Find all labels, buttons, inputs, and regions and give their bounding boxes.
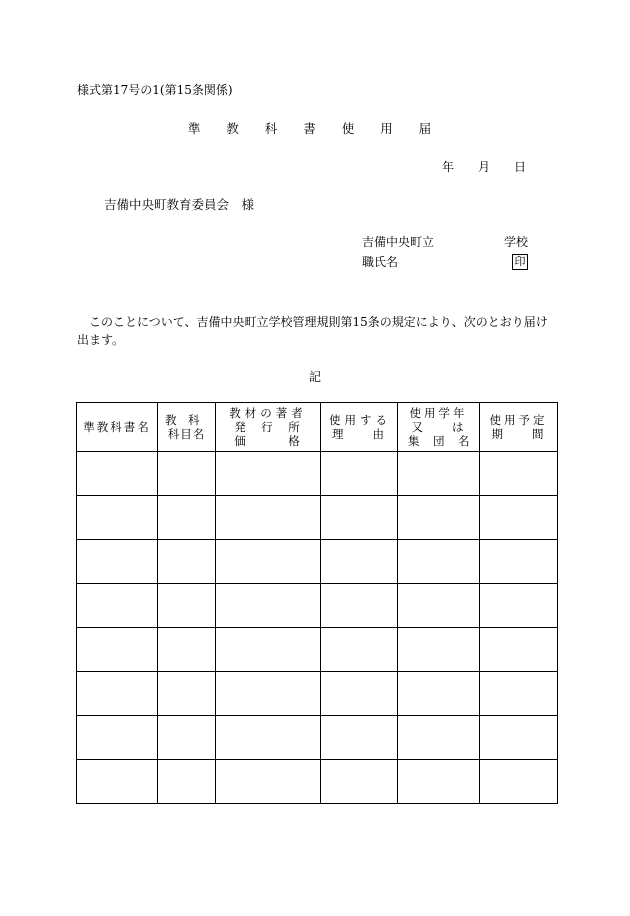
name-label: 職氏名 (362, 255, 399, 269)
cell-reason[interactable] (321, 760, 398, 804)
cell-author-publisher-price[interactable] (216, 540, 321, 584)
table-row (77, 584, 558, 628)
cell-author-publisher-price[interactable] (216, 628, 321, 672)
sender-name (362, 256, 528, 268)
textbook-table (76, 402, 558, 804)
header-line: 又 は (411, 420, 466, 434)
table-row (77, 672, 558, 716)
cell-reason[interactable] (321, 452, 398, 496)
cell-subject[interactable] (158, 716, 216, 760)
cell-reason[interactable] (321, 496, 398, 540)
body-text: このことについて、吉備中央町立学校管理規則第15条の規定により、次のとおり届け出ます。 (77, 315, 548, 347)
cell-author-publisher-price[interactable] (216, 716, 321, 760)
header-line: 使用学年 (409, 406, 468, 420)
table-row (77, 628, 558, 672)
cell-textbook-name[interactable] (77, 496, 158, 540)
cell-period[interactable] (480, 452, 558, 496)
cell-reason[interactable] (321, 540, 398, 584)
cell-textbook-name[interactable] (77, 540, 158, 584)
header-author-publisher-price (216, 403, 321, 452)
cell-subject[interactable] (158, 496, 216, 540)
header-line: 使用予定 (489, 413, 548, 427)
cell-grade-group[interactable] (398, 716, 480, 760)
cell-period[interactable] (480, 760, 558, 804)
cell-reason[interactable] (321, 628, 398, 672)
header-subject (158, 403, 216, 452)
cell-author-publisher-price[interactable] (216, 452, 321, 496)
table-row (77, 496, 558, 540)
cell-period[interactable] (480, 584, 558, 628)
cell-author-publisher-price[interactable] (216, 496, 321, 540)
cell-textbook-name[interactable] (77, 760, 158, 804)
cell-subject[interactable] (158, 760, 216, 804)
cell-grade-group[interactable] (398, 760, 480, 804)
school-suffix: 学校 (503, 235, 528, 249)
cell-textbook-name[interactable] (77, 716, 158, 760)
header-line: 価 格 (234, 434, 302, 448)
header-line: 期 間 (491, 427, 546, 441)
cell-period[interactable] (480, 628, 558, 672)
cell-reason[interactable] (321, 584, 398, 628)
header-reason (321, 403, 398, 452)
ki-heading: 記 (308, 370, 321, 384)
cell-author-publisher-price[interactable] (216, 760, 321, 804)
header-line: 科目名 (167, 427, 206, 441)
cell-grade-group[interactable] (398, 672, 480, 716)
seal-mark: 印 (512, 254, 528, 270)
cell-grade-group[interactable] (398, 452, 480, 496)
date-day: 日 (514, 160, 527, 174)
cell-period[interactable] (480, 496, 558, 540)
header-grade-group (398, 403, 480, 452)
cell-textbook-name[interactable] (77, 452, 158, 496)
table-header-row (77, 403, 558, 452)
cell-author-publisher-price[interactable] (216, 584, 321, 628)
cell-grade-group[interactable] (398, 496, 480, 540)
cell-period[interactable] (480, 540, 558, 584)
header-line: 使用する (329, 413, 391, 427)
cell-grade-group[interactable] (398, 584, 480, 628)
table-body (77, 452, 558, 804)
cell-reason[interactable] (321, 716, 398, 760)
header-textbook-name (77, 403, 158, 452)
header-period (480, 403, 558, 452)
cell-subject[interactable] (158, 540, 216, 584)
table-row (77, 760, 558, 804)
cell-period[interactable] (480, 716, 558, 760)
header-line: 発 行 所 (234, 420, 302, 434)
cell-textbook-name[interactable] (77, 672, 158, 716)
cell-textbook-name[interactable] (77, 584, 158, 628)
sender-school (362, 236, 528, 248)
header-line: 集 団 名 (408, 434, 471, 448)
date-year: 年 (442, 160, 455, 174)
cell-grade-group[interactable] (398, 628, 480, 672)
form-number: 様式第17号の1(第15条関係) (77, 83, 233, 97)
header-line: 理 由 (332, 427, 386, 441)
header-line: 教 科 (165, 413, 200, 427)
header-line: 教材の著者 (229, 406, 307, 420)
cell-subject[interactable] (158, 584, 216, 628)
table-row (77, 452, 558, 496)
cell-subject[interactable] (158, 672, 216, 716)
cell-period[interactable] (480, 672, 558, 716)
cell-subject[interactable] (158, 628, 216, 672)
date-month: 月 (478, 160, 491, 174)
header-line: 準教科書名 (83, 420, 151, 434)
cell-textbook-name[interactable] (77, 628, 158, 672)
cell-reason[interactable] (321, 672, 398, 716)
addressee: 吉備中央町教育委員会 様 (104, 197, 255, 212)
cell-subject[interactable] (158, 452, 216, 496)
cell-author-publisher-price[interactable] (216, 672, 321, 716)
table-row (77, 716, 558, 760)
school-prefix: 吉備中央町立 (362, 235, 435, 249)
date-line (442, 161, 526, 173)
cell-grade-group[interactable] (398, 540, 480, 584)
document-title: 準 教 科 書 使 用 届 (187, 121, 443, 136)
table-row (77, 540, 558, 584)
